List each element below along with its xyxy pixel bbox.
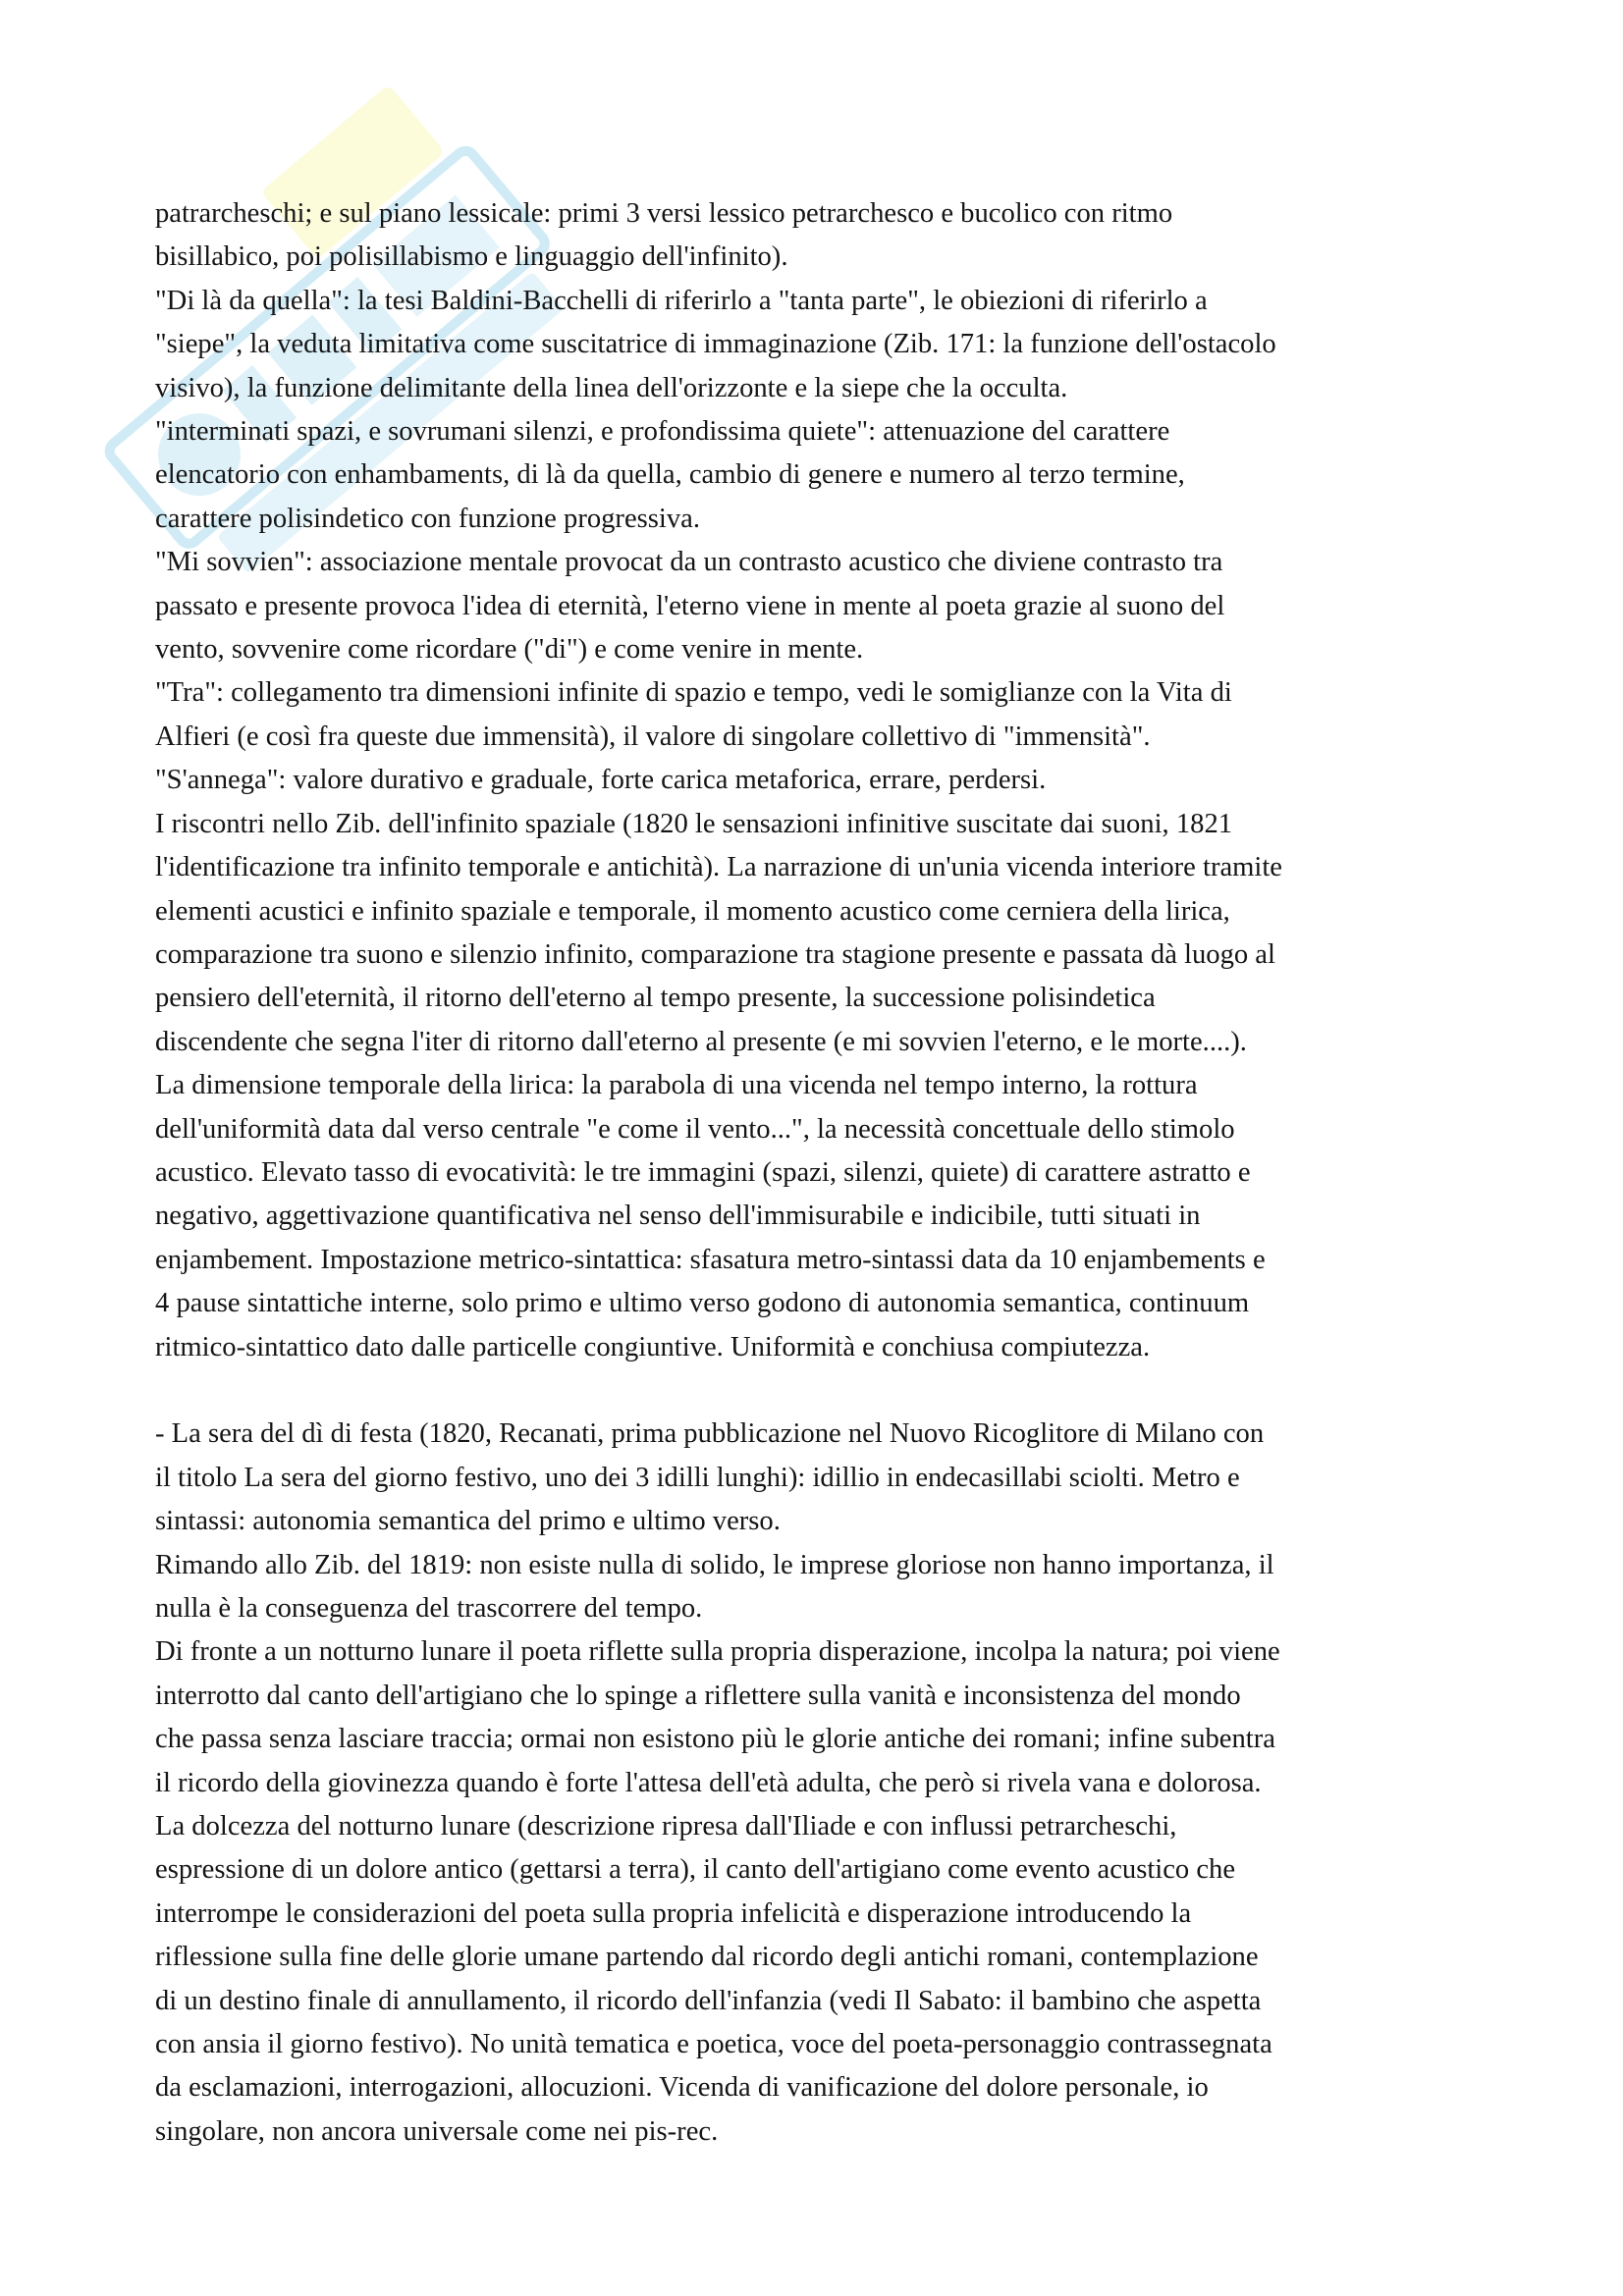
text-line: "Mi sovvien": associazione mentale provocat da un contrasto acustico che diviene contrasto tra [155,547,1223,578]
text-line: 4 pause sintattiche interne, solo primo e ultimo verso godono di autonomia semantica, continuum [155,1288,1250,1319]
text-line: di un destino finale di annullamento, il ricordo dell'infanzia (vedi Il Sabato: il bambino che aspetta [155,1985,1262,2016]
text-line: "Tra": collegamento tra dimensioni infinite di spazio e tempo, vedi le somiglianze con la Vita di [155,677,1232,709]
text-line: Di fronte a un notturno lunare il poeta riflette sulla propria disperazione, incolpa la natura; poi viene [155,1636,1280,1668]
text-line: elencatorio con enhambaments, di là da quella, cambio di genere e numero al terzo termine, [155,459,1185,491]
text-line: elementi acustici e infinito spaziale e temporale, il momento acustico come cerniera della lirica, [155,895,1230,927]
document-body [155,192,1490,2154]
text-line: interrotto dal canto dell'artigiano che lo spinge a riflettere sulla vanità e inconsistenza del mondo [155,1680,1241,1711]
text-line: La dolcezza del notturno lunare (descrizione ripresa dall'Iliade e con influssi petrarcheschi, [155,1811,1177,1842]
text-line: con ansia il giorno festivo). No unità tematica e poetica, voce del poeta-personaggio contrassegnata [155,2029,1272,2060]
text-line: singolare, non ancora universale come nei pis-rec. [155,2115,719,2147]
text-line: discendente che segna l'iter di ritorno dall'eterno al presente (e mi sovvien l'eterno, e le morte....). [155,1026,1247,1057]
text-line: comparazione tra suono e silenzio infinito, comparazione tra stagione presente e passata dà luogo al [155,938,1275,970]
text-line: "siepe", la veduta limitativa come suscitatrice di immaginazione (Zib. 171: la funzione dell'ostacolo [155,329,1276,360]
text-line: "S'annega": valore durativo e graduale, forte carica metaforica, errare, perdersi. [155,765,1047,796]
text-line: passato e presente provoca l'idea di eternità, l'eterno viene in mente al poeta grazie al suono del [155,590,1225,621]
text-line: La dimensione temporale della lirica: la parabola di una vicenda nel tempo interno, la rottura [155,1070,1198,1101]
text-line: enjambement. Impostazione metrico-sintattica: sfasatura metro-sintassi data da 10 enjambements e [155,1244,1266,1275]
text-line: vento, sovvenire come ricordare ("di") e come venire in mente. [155,634,864,666]
text-line: espressione di un dolore antico (gettarsi a terra), il canto dell'artigiano come evento acustico che [155,1854,1236,1886]
text-line: il titolo La sera del giorno festivo, uno dei 3 idilli lunghi): idillio in endecasillabi sciolti. Metro e [155,1462,1240,1493]
paragraph-gap [155,1369,1490,1413]
text-line: sintassi: autonomia semantica del primo e ultimo verso. [155,1506,781,1537]
text-line: "Di là da quella": la tesi Baldini-Bacchelli di riferirlo a "tanta parte", le obiezioni di riferirlo a [155,285,1208,316]
text-line: interrompe le considerazioni del poeta sulla propria infelicità e disperazione introducendo la [155,1897,1192,1929]
text-line: dell'uniformità data dal verso centrale "e come il vento...", la necessità concettuale dello stimolo [155,1113,1235,1145]
text-line: pensiero dell'eternità, il ritorno dell'eterno al tempo presente, la successione polisindetica [155,983,1156,1014]
text-line: che passa senza lasciare traccia; ormai non esistono più le glorie antiche dei romani; infine subentra [155,1724,1275,1755]
text-line: carattere polisindetico con funzione progressiva. [155,503,700,534]
text-line: patrarcheschi; e sul piano lessicale: primi 3 versi lessico petrarchesco e bucolico con ritmo [155,198,1173,229]
text-line: bisillabico, poi polisillabismo e linguaggio dell'infinito). [155,241,788,273]
text-line: ritmico-sintattico dato dalle particelle congiuntive. Uniformità e conchiusa compiutezza. [155,1331,1151,1362]
text-line: nulla è la conseguenza del trascorrere del tempo. [155,1592,703,1624]
text-line: l'identificazione tra infinito temporale e antichità). La narrazione di un'unia vicenda interiore tramite [155,852,1282,883]
text-line: negativo, aggettivazione quantificativa nel senso dell'immisurabile e indicibile, tutti situati in [155,1201,1201,1232]
text-line: il ricordo della giovinezza quando è forte l'attesa dell'età adulta, che però si rivela vana e dolorosa. [155,1767,1262,1798]
text-line: da esclamazioni, interrogazioni, allocuzioni. Vicenda di vanificazione del dolore personale, io [155,2072,1209,2104]
text-line: acustico. Elevato tasso di evocatività: le tre immagini (spazi, silenzi, quiete) di carattere astratto e [155,1156,1251,1188]
text-line: riflessione sulla fine delle glorie umane partendo dal ricordo degli antichi romani, contemplazione [155,1942,1259,1973]
text-line: Alfieri (e così fra queste due immensità), il valore di singolare collettivo di "immensità". [155,721,1151,752]
text-line: - La sera del dì di festa (1820, Recanati, prima pubblicazione nel Nuovo Ricoglitore di Milano con [155,1418,1265,1450]
text-line: "interminati spazi, e sovrumani silenzi, e profondissima quiete": attenuazione del carattere [155,416,1170,448]
text-line: I riscontri nello Zib. dell'infinito spaziale (1820 le sensazioni infinitive suscitate dai suoni, 1821 [155,808,1233,839]
text-line: visivo), la funzione delimitante della linea dell'orizzonte e la siepe che la occulta. [155,372,1068,403]
text-line: Rimando allo Zib. del 1819: non esiste nulla di solido, le imprese gloriose non hanno importanza, il [155,1549,1274,1580]
